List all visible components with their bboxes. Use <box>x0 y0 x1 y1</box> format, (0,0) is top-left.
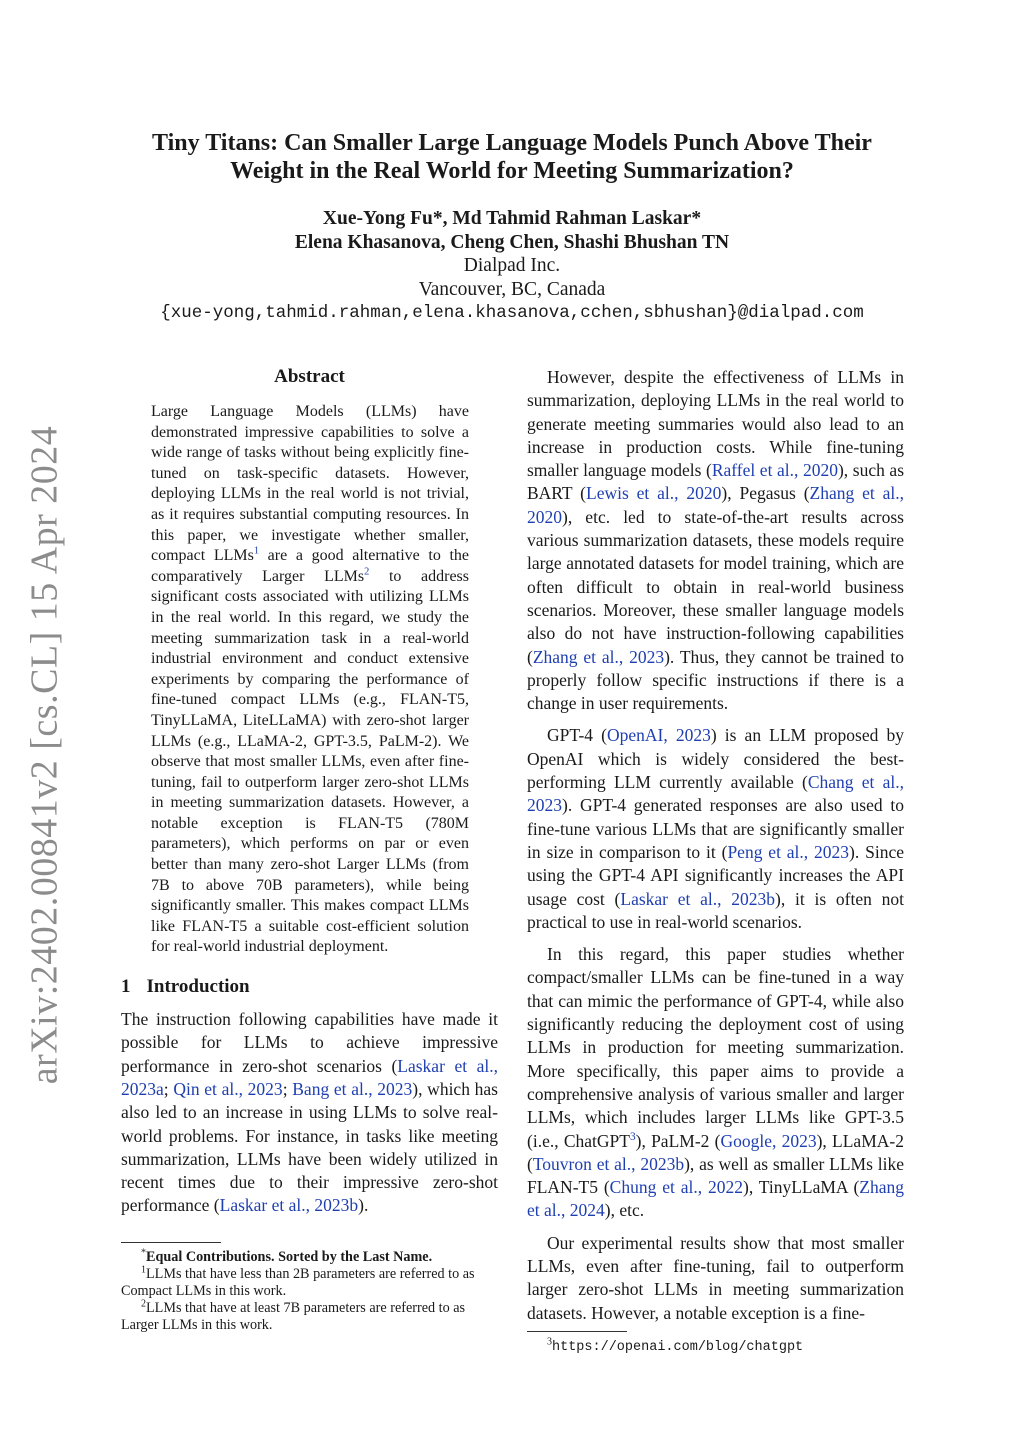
text: ), TinyLLaMA ( <box>743 1177 860 1198</box>
paper-title <box>100 129 924 185</box>
text: ), such as BART ( <box>527 460 905 504</box>
intro-sep-2: ; <box>282 1078 293 1099</box>
location: Vancouver, BC, Canada <box>418 278 606 300</box>
citation-link[interactable]: Zhang et al., 2023 <box>532 646 665 667</box>
citation-link[interactable]: Chang et al., 2023 <box>527 772 905 816</box>
text: ), LLaMA-2 ( <box>527 1130 904 1174</box>
text: ). Thus, they cannot be trained to properly follow specific instructions if there is a change in user requirements. <box>527 646 904 714</box>
authors-line-1: Xue-Yong Fu*, Md Tahmid Rahman Laskar* <box>322 208 702 229</box>
right-column <box>527 366 904 1356</box>
arxiv-stamp <box>4 425 84 1085</box>
footnote-mark: 1 <box>141 1263 146 1275</box>
abstract-text <box>121 402 498 958</box>
abstract-heading: Abstract <box>274 366 345 387</box>
arxiv-stamp-text: arXiv:2402.00841v2 [cs.CL] 15 Apr 2024 <box>23 425 66 1085</box>
text: ), as well as smaller LLMs like FLAN-T5 ( <box>527 1153 904 1198</box>
abstract-part-2: are a good alternative to the comparatively Larger LLMs <box>151 547 470 585</box>
title-line-1: Tiny Titans: Can Smaller Large Language Models Punch Above Their <box>152 130 872 156</box>
text: GPT-4 ( <box>547 725 607 746</box>
author-block <box>100 207 924 326</box>
footnote-3 <box>527 1338 904 1356</box>
intro-paragraph <box>121 1008 498 1218</box>
footnote-text: LLMs that have less than 2B parameters are referred to as Compact LLMs in this work. <box>121 1265 475 1299</box>
citation-link[interactable]: Zhang et al., 2020 <box>527 483 904 527</box>
intro-text-3: ). <box>358 1195 369 1216</box>
paragraph-gpt4 <box>527 724 904 934</box>
footnote-url-link[interactable]: https://openai.com/blog/chatgpt <box>552 1339 804 1355</box>
text: ), etc. <box>604 1200 645 1221</box>
footnote-equal-contrib <box>121 1246 498 1266</box>
citation-link[interactable]: Raffel et al., 2020 <box>711 460 838 481</box>
abstract-part-3: to address significant costs associated with utilizing LLMs in the real world. In this regard, we study the meeting summarization task in a real-world industrial environment and conduct extensive experiments by comparing the performance of fine-tuned compact LLMs (e.g., FLAN-T5, TinyLLaMA, LiteLLaMA) with zero-shot larger LLMs (e.g., LLaMA-2, GPT-3.5, PaLM-2). We observe that most smaller LLMs, even after fine-tuning, fail to outperform larger zero-shot LLMs in meeting summarization datasets. However, a notable exception is FLAN-T5 (780M parameters), which performs on par or even better than many zero-shot Larger LLMs (from 7B to above 70B parameters), while being significantly smaller. This makes compact LLMs like FLAN-T5 a suitable cost-efficient solution for real-world industrial deployment. <box>151 567 469 956</box>
footnote-ref-1[interactable]: 1 <box>253 545 260 557</box>
citation-link[interactable]: Bang et al., 2023 <box>292 1078 413 1099</box>
affiliation: Dialpad Inc. <box>463 255 561 276</box>
text: ). Since using the GPT-4 API significantly increases the API usage cost ( <box>527 841 904 909</box>
abstract-part-1: Large Language Models (LLMs) have demonstrated impressive capabilities to solve a wide range of tasks without being explicitly fine-tuned on task-specific datasets. However, deploying LLMs in the real world is not trivial, as it requires substantial computing resources. In this paper, we investigate whether smaller, compact LLMs <box>151 403 469 565</box>
citation-link[interactable]: Qin et al., 2023 <box>173 1078 283 1099</box>
footnote-mark: 3 <box>547 1336 552 1348</box>
section-number: 1 <box>121 976 131 998</box>
paragraph-results <box>527 1232 904 1325</box>
citation-link[interactable]: OpenAI, 2023 <box>606 725 711 746</box>
footnote-ref-2[interactable]: 2 <box>364 566 370 578</box>
citation-link[interactable]: Chung et al., 2022 <box>609 1177 743 1198</box>
citation-link[interactable]: Laskar et al., 2023b <box>219 1195 359 1216</box>
footnote-1 <box>121 1263 498 1300</box>
footnote-text: Equal Contributions. Sorted by the Last Name. <box>146 1248 433 1265</box>
text: In this regard, this paper studies whether compact/smaller LLMs can be fine-tuned in a way that can mimic the performance of GPT-4, while also significantly reducing the deployment cost of using LLMs in production for meeting summarization. More specifically, this paper aims to provide a comprehensive analysis of various smaller and larger LLMs, which includes larger LLMs like GPT-3.5 (i.e., ChatGPT <box>527 944 904 1151</box>
intro-text-2: ), which has also led to an increase in using LLMs to solve real-world problems. For instance, in tasks like meeting summarization, LLMs have been widely utilized in recent times due to their impressive zero-shot performance ( <box>121 1078 498 1216</box>
text: However, despite the effectiveness of LLMs in summarization, deploying LLMs in the real world to generate meeting summaries would also lead to an increase in production costs. While fine-tuning smaller language models ( <box>527 367 904 481</box>
paragraph-costs <box>527 366 904 715</box>
footnote-mark: * <box>141 1246 146 1258</box>
citation-link[interactable]: Zhang et al., 2024 <box>527 1177 905 1221</box>
section-heading-introduction <box>121 976 498 998</box>
footnote-text: LLMs that have at least 7B parameters are referred to as Larger LLMs in this work. <box>121 1299 466 1333</box>
intro-text-1: The instruction following capabilities have made it possible for LLMs to achieve impressive performance in zero-shot scenarios ( <box>121 1009 498 1076</box>
left-column <box>121 366 498 1334</box>
text: ), PaLM-2 ( <box>635 1130 721 1151</box>
section-title: Introduction <box>146 976 250 998</box>
text: ), it is often not practical to use in real-world scenarios. <box>527 888 904 932</box>
text: ), etc. led to state-of-the-art results across various summarization datasets, these models require large annotated datasets for model training, which are often difficult to obtain in real-world business scenarios. Moreover, these smaller language models also do not have instruction-following capabilities ( <box>527 506 904 667</box>
text: Our experimental results show that most smaller LLMs, even after fine-tuning, fail to outperform larger zero-shot LLMs in meeting summarization datasets. However, a notable exception is a fine- <box>527 1232 904 1323</box>
citation-link[interactable]: Lewis et al., 2020 <box>586 483 722 504</box>
footnote-divider <box>121 1242 221 1243</box>
citation-link[interactable]: Laskar et al., 2023a <box>121 1055 498 1099</box>
author-emails: {xue-yong,tahmid.rahman,elena.khasanova,cchen,sbhushan}@dialpad.com <box>160 303 864 323</box>
intro-sep-1: ; <box>163 1078 174 1099</box>
citation-link[interactable]: Laskar et al., 2023b <box>620 888 776 909</box>
title-line-2: Weight in the Real World for Meeting Summarization? <box>230 158 794 184</box>
footnote-divider <box>527 1331 627 1332</box>
footnote-ref-3[interactable]: 3 <box>629 1130 636 1143</box>
citation-link[interactable]: Peng et al., 2023 <box>727 841 850 862</box>
citation-link[interactable]: Google, 2023 <box>720 1130 817 1151</box>
footnote-2 <box>121 1297 498 1334</box>
text: ), Pegasus ( <box>721 483 810 504</box>
citation-link[interactable]: Touvron et al., 2023b <box>532 1153 685 1174</box>
text: ) is an LLM proposed by OpenAI which is widely considered the best-performing LLM currently available ( <box>527 725 904 793</box>
footnote-mark: 2 <box>141 1297 146 1309</box>
authors-line-2: Elena Khasanova, Cheng Chen, Shashi Bhushan TN <box>294 231 730 253</box>
paragraph-this-paper <box>527 943 904 1223</box>
text: ). GPT-4 generated responses are also used to fine-tune various LLMs that are significantly smaller in size in comparison to it ( <box>527 795 904 862</box>
